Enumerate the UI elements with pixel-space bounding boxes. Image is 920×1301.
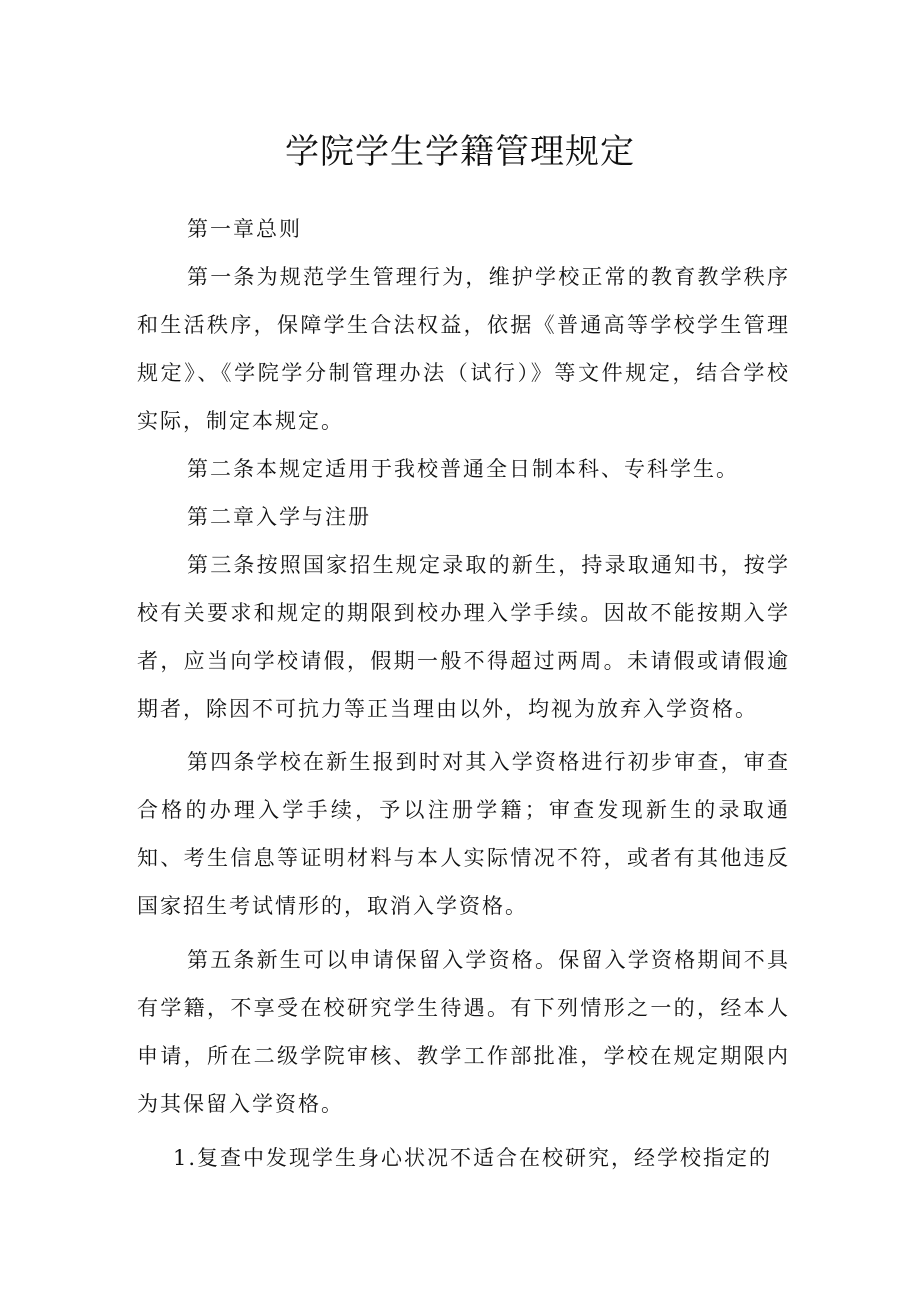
article-1-paragraph: 第一条为规范学生管理行为，维护学校正常的教育教学秩序和生活秩序，保障学生合法权益，依据《普通高等学校学生管理规定》、《学院学分制管理办法（试行）》等文件规定，结合学校实际，制定本规定。: [137, 265, 790, 433]
chapter-heading-general: 第一章总则: [187, 217, 302, 241]
article-3-paragraph: 第三条按照国家招生规定录取的新生，持录取通知书，按学校有关要求和规定的期限到校办理入学手续。因故不能按期入学者，应当向学校请假，假期一般不得超过两周。未请假或请假逾期者，除因不可抗力等正当理由以外，均视为放弃入学资格。: [137, 553, 790, 721]
article-4-paragraph: 第四条学校在新生报到时对其入学资格进行初步审查，审查合格的办理入学手续，予以注册学籍；审查发现新生的录取通知、考生信息等证明材料与本人实际情况不符，或者有其他违反国家招生考试情形的，取消入学资格。: [137, 750, 790, 918]
chapter-heading-enrollment: 第二章入学与注册: [187, 505, 371, 529]
document-title: 学院学生学籍管理规定: [285, 132, 635, 172]
article-2-paragraph: 第二条本规定适用于我校普通全日制本科、专科学生。: [187, 457, 739, 481]
document-body: [137, 205, 790, 1182]
list-item-1: 1.复查中发现学生身心状况不适合在校研究，经学校指定的: [173, 1146, 773, 1170]
article-5-paragraph: 第五条新生可以申请保留入学资格。保留入学资格期间不具有学籍，不享受在校研究学生待遇。有下列情形之一的，经本人申请，所在二级学院审核、教学工作部批准，学校在规定期限内为其保留入学资格。: [137, 948, 790, 1116]
